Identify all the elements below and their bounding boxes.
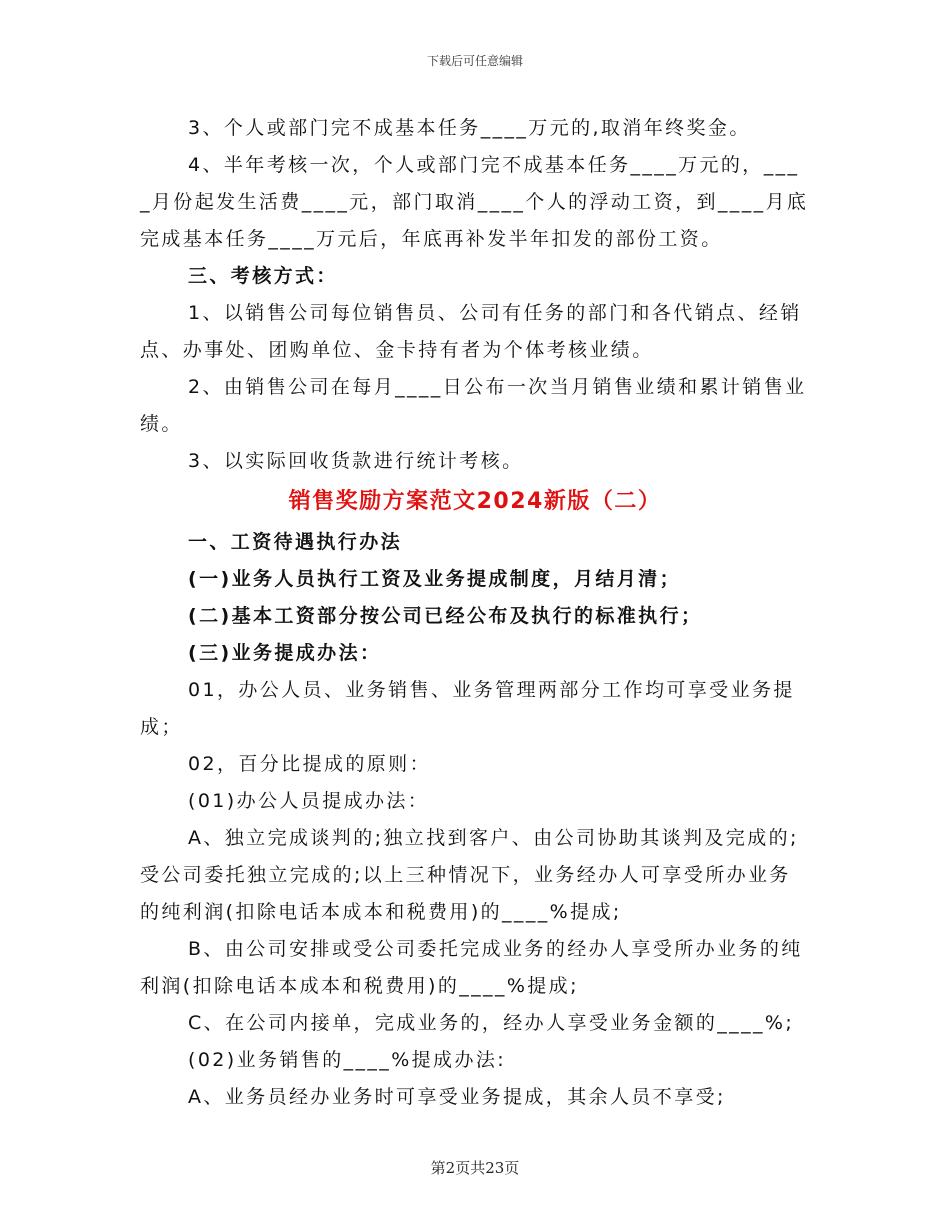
heading-salary-method: 一、工资待遇执行办法 bbox=[188, 531, 403, 553]
paragraph-sales-commission: (02)业务销售的____%提成办法: bbox=[188, 1049, 507, 1071]
paragraph-commission-principle: 02，百分比提成的原则： bbox=[188, 753, 431, 775]
paragraph-assessment-monthly: 2、由销售公司在每月____日公布一次当月销售业绩和累计销售业绩。 bbox=[140, 376, 807, 435]
paragraph-sales-commission-a: A、业务员经办业务时可享受业务提成，其余人员不享受; bbox=[188, 1086, 726, 1108]
section-title: 销售奖励方案范文2024新版（二） bbox=[288, 489, 662, 514]
paragraph-assessment-payment: 3、以实际回收货款进行统计考核。 bbox=[188, 450, 524, 472]
paragraph-office-commission: (01)办公人员提成办法： bbox=[188, 790, 430, 812]
paragraph-penalty-bonus: 3、个人或部门完不成基本任务____万元的,取消年终奖金。 bbox=[188, 117, 751, 139]
heading-assessment-method: 三、考核方式： bbox=[188, 265, 338, 287]
paragraph-office-commission-c: C、在公司内接单，完成业务的，经办人享受业务金额的____%; bbox=[188, 1012, 795, 1034]
paragraph-half-year-assessment: 4、半年考核一次，个人或部门完不成基本任务____万元的，____月份起发生活费____元，部门取消____个人的浮动工资，到____月底完成基本任务____万元后，年底再补发半年扣发的部份工资。 bbox=[140, 154, 809, 250]
paragraph-salary-rule-2: (二)基本工资部分按公司已经公布及执行的标准执行； bbox=[188, 605, 703, 627]
page-footer: 第2页共23页 bbox=[430, 1159, 520, 1177]
paragraph-salary-rule-1: (一)业务人员执行工资及业务提成制度，月结月清； bbox=[188, 568, 681, 590]
document-body bbox=[140, 110, 810, 1116]
paragraph-office-commission-b: B、由公司安排或受公司委托完成业务的经办人享受所办业务的纯利润(扣除电话本成本和税费用)的____%提成; bbox=[140, 938, 803, 997]
page-header: 下载后可任意编辑 bbox=[426, 54, 523, 68]
paragraph-commission-scope: 01，办公人员、业务销售、业务管理两部分工作均可享受业务提成； bbox=[140, 679, 795, 738]
paragraph-assessment-individual: 1、以销售公司每位销售员、公司有任务的部门和各代销点、经销点、办事处、团购单位、金卡持有者为个体考核业绩。 bbox=[140, 302, 802, 361]
paragraph-office-commission-a: A、独立完成谈判的;独立找到客户、由公司协助其谈判及完成的;受公司委托独立完成的;以上三种情况下，业务经办人可享受所办业务的纯利润(扣除电话本成本和税费用)的____%提成; bbox=[140, 827, 799, 923]
paragraph-salary-rule-3: (三)业务提成办法： bbox=[188, 642, 382, 664]
